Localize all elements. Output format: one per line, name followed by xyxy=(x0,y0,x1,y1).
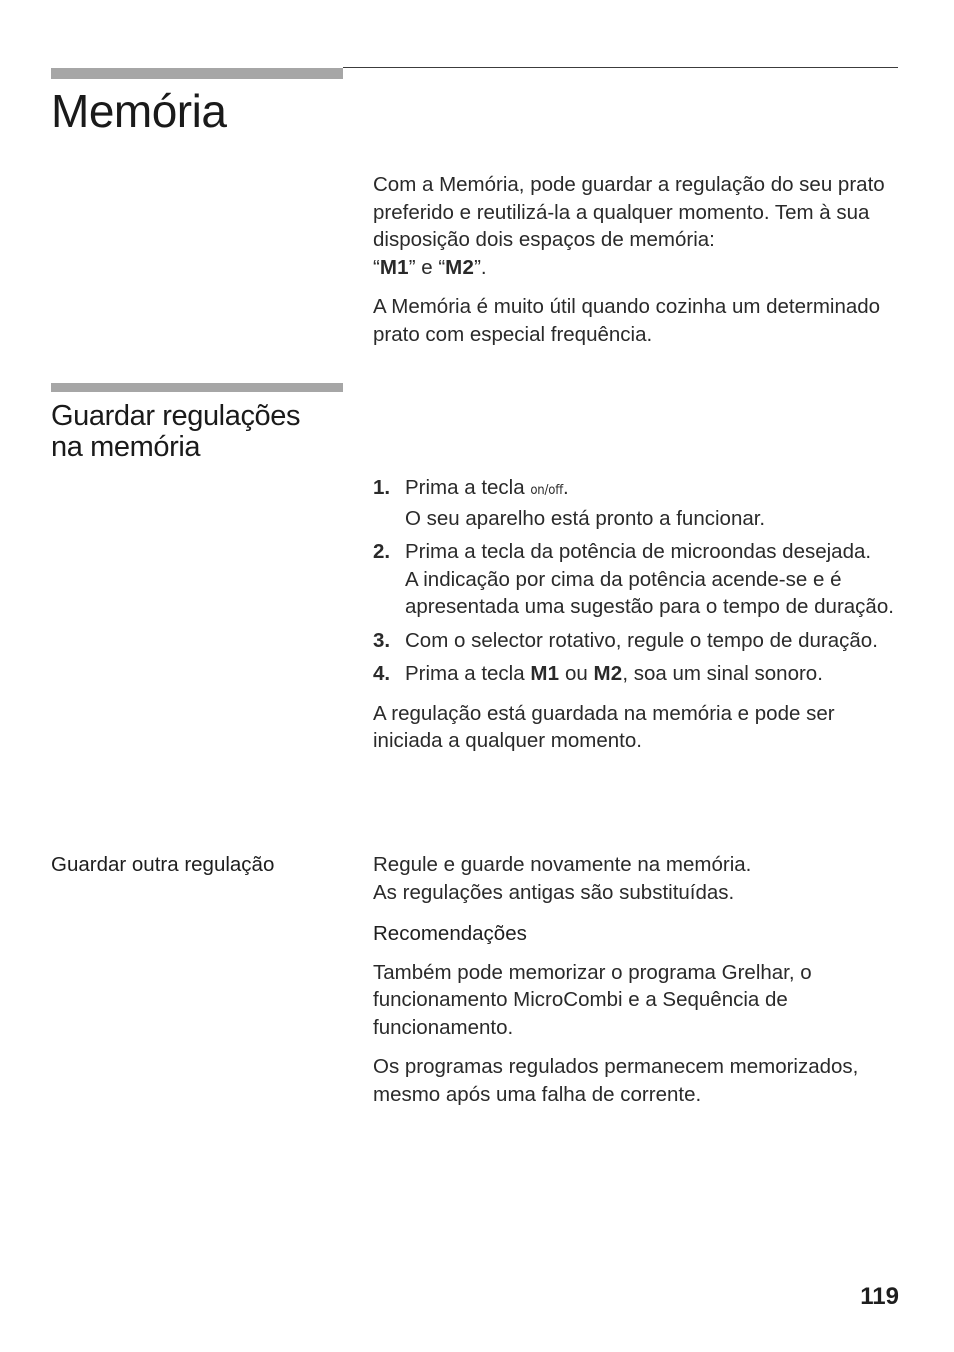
side-label-other-setting: Guardar outra regulação xyxy=(51,853,275,876)
step-result: A indicação por cima da potência acende-se e é apresentada uma sugestão para o tempo de duração. xyxy=(405,567,894,618)
page-title: Memória xyxy=(51,85,227,137)
other-line-2: As regulações antigas são substituídas. xyxy=(373,880,735,904)
step-result: O seu aparelho está pronto a funcionar. xyxy=(405,506,766,530)
section-heading-line-2: na memória xyxy=(51,431,201,463)
intro-paragraph-2: A Memória é muito útil quando cozinha um determinado prato com especial frequência. xyxy=(373,295,881,346)
m1-key-label: M1 xyxy=(379,255,409,279)
m2-key-label: M2 xyxy=(593,662,623,685)
page-number: 119 xyxy=(860,1283,899,1310)
m2-key-label: M2 xyxy=(445,255,475,279)
step-1 xyxy=(373,474,903,532)
on-off-key-label: on/off xyxy=(530,483,564,498)
quote-mid: ” e “ xyxy=(408,255,446,279)
intro-paragraph-1 xyxy=(373,171,903,281)
step-number: 2. xyxy=(373,540,391,563)
step-4 xyxy=(373,660,903,688)
section-heading-line-1: Guardar regulações xyxy=(51,400,301,432)
intro-block xyxy=(373,171,903,348)
step-text: Prima a tecla da potência de microondas desejada. xyxy=(405,540,872,563)
intro-text: Com a Memória, pode guardar a regulação do seu prato preferido e reutilizá-la a qualquer momento. Tem à sua disposição dois espaços de memória: xyxy=(373,173,885,251)
title-gray-bar xyxy=(51,68,343,79)
steps-list xyxy=(373,474,903,688)
step-text-end: . xyxy=(563,476,569,499)
step-text: Prima a tecla xyxy=(405,476,525,499)
step-text-end: , soa um sinal sonoro. xyxy=(622,662,823,685)
tip-paragraph-1: Também pode memorizar o programa Grelhar, o funcionamento MicroCombi e a Sequência de funcionamento. xyxy=(373,960,812,1039)
step-number: 1. xyxy=(373,476,391,499)
step-3 xyxy=(373,627,903,655)
section-gray-bar xyxy=(51,383,343,392)
step-number: 4. xyxy=(373,662,391,685)
step-text: Prima a tecla xyxy=(405,662,525,685)
quote-close: ”. xyxy=(474,255,487,279)
section-heading xyxy=(51,401,300,463)
step-or: ou xyxy=(564,662,588,685)
other-block xyxy=(373,851,903,1108)
tips-heading: Recomendações xyxy=(373,922,527,945)
tip-paragraph-2: Os programas regulados permanecem memorizados, mesmo após uma falha de corrente. xyxy=(373,1055,859,1106)
other-line-1: Regule e guarde novamente na memória. xyxy=(373,853,752,876)
step-number: 3. xyxy=(373,628,391,652)
step-2 xyxy=(373,538,903,621)
top-rule xyxy=(343,67,898,68)
quote-open: “ xyxy=(373,255,380,279)
steps-block xyxy=(373,474,903,755)
m1-key-label: M1 xyxy=(530,662,560,685)
step-text: Com o selector rotativo, regule o tempo de duração. xyxy=(405,628,878,652)
after-steps-paragraph: A regulação está guardada na memória e pode ser iniciada a qualquer momento. xyxy=(373,701,835,752)
other-paragraph xyxy=(373,851,903,906)
